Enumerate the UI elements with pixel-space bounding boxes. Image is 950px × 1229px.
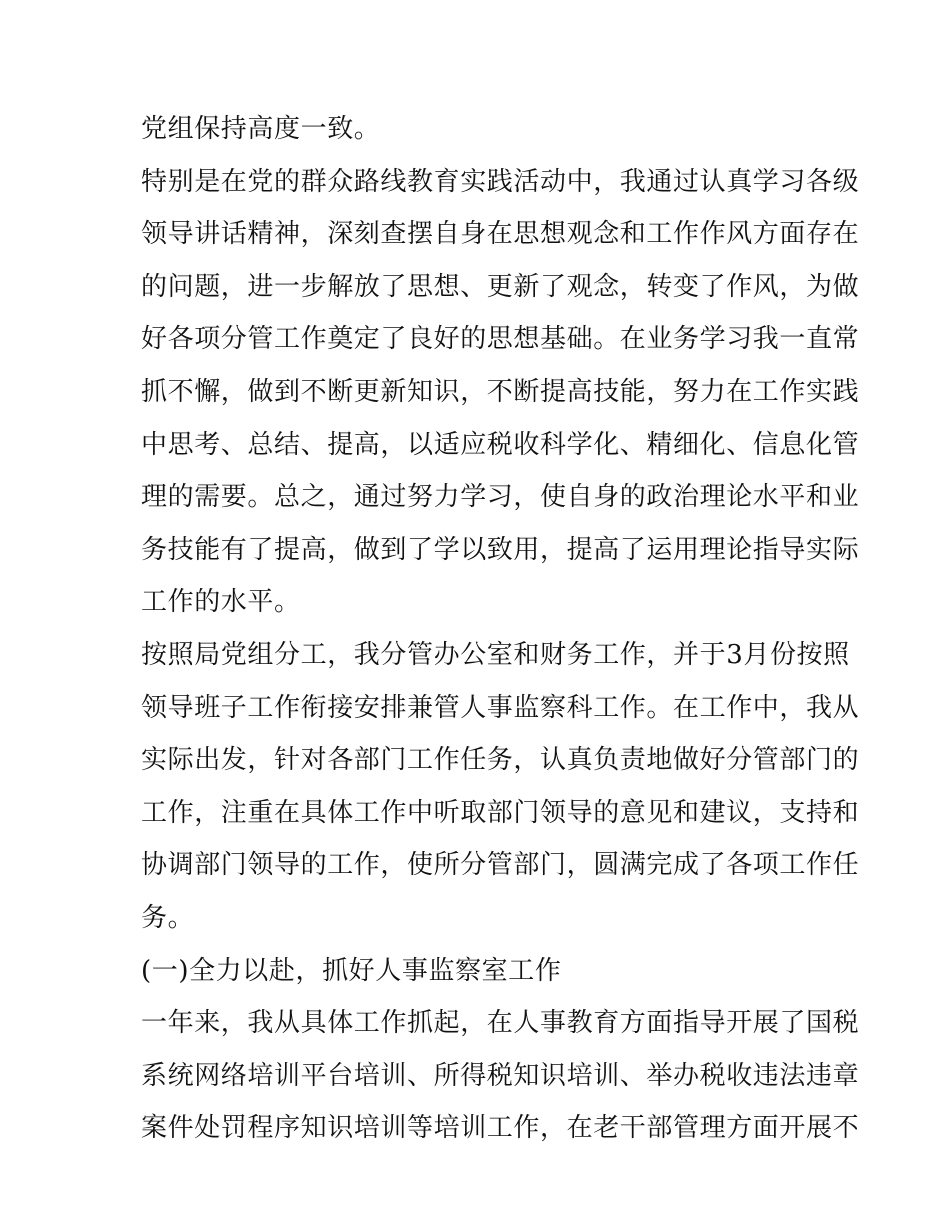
text-line: 的问题，进一步解放了思想、更新了观念，转变了作风，为做 xyxy=(141,271,860,302)
text-line: 一年来，我从具体工作抓起，在人事教育方面指导开展了国税 xyxy=(141,1008,860,1039)
text-line: 务技能有了提高，做到了学以致用，提高了运用理论指导实际 xyxy=(141,534,860,565)
text-line: 按照局党组分工，我分管办公室和财务工作，并于3月份按照 xyxy=(141,639,850,670)
text-line: 好各项分管工作奠定了良好的思想基础。在业务学习我一直常 xyxy=(141,324,860,355)
text-line: 特别是在党的群众路线教育实践活动中，我通过认真学习各级 xyxy=(141,166,860,197)
text-line: 抓不懈，做到不断更新知识，不断提高技能，努力在工作实践 xyxy=(141,376,860,407)
text-line: 工作的水平。 xyxy=(141,587,301,618)
document-body xyxy=(141,103,860,1155)
text-line: 理的需要。总之，通过努力学习，使自身的政治理论水平和业 xyxy=(141,482,860,513)
text-line: 务。 xyxy=(141,902,195,933)
text-line: 案件处罚程序知识培训等培训工作，在老干部管理方面开展不 xyxy=(141,1113,860,1144)
section-heading: (一)全力以赴，抓好人事监察室工作 xyxy=(141,955,562,986)
text-line: 领导班子工作衔接安排兼管人事监察科工作。在工作中，我从 xyxy=(141,692,860,723)
text-line: 党组保持高度一致。 xyxy=(141,114,381,144)
text-line: 领导讲话精神，深刻查摆自身在思想观念和工作作风方面存在 xyxy=(141,219,860,250)
text-line: 工作，注重在具体工作中听取部门领导的意见和建议，支持和 xyxy=(141,797,860,828)
text-line: 协调部门领导的工作，使所分管部门，圆满完成了各项工作任 xyxy=(141,850,860,881)
text-line: 中思考、总结、提高，以适应税收科学化、精细化、信息化管 xyxy=(141,429,860,460)
text-line: 系统网络培训平台培训、所得税知识培训、举办税收违法违章 xyxy=(141,1060,860,1091)
text-line: 实际出发，针对各部门工作任务，认真负责地做好分管部门的 xyxy=(141,745,860,776)
